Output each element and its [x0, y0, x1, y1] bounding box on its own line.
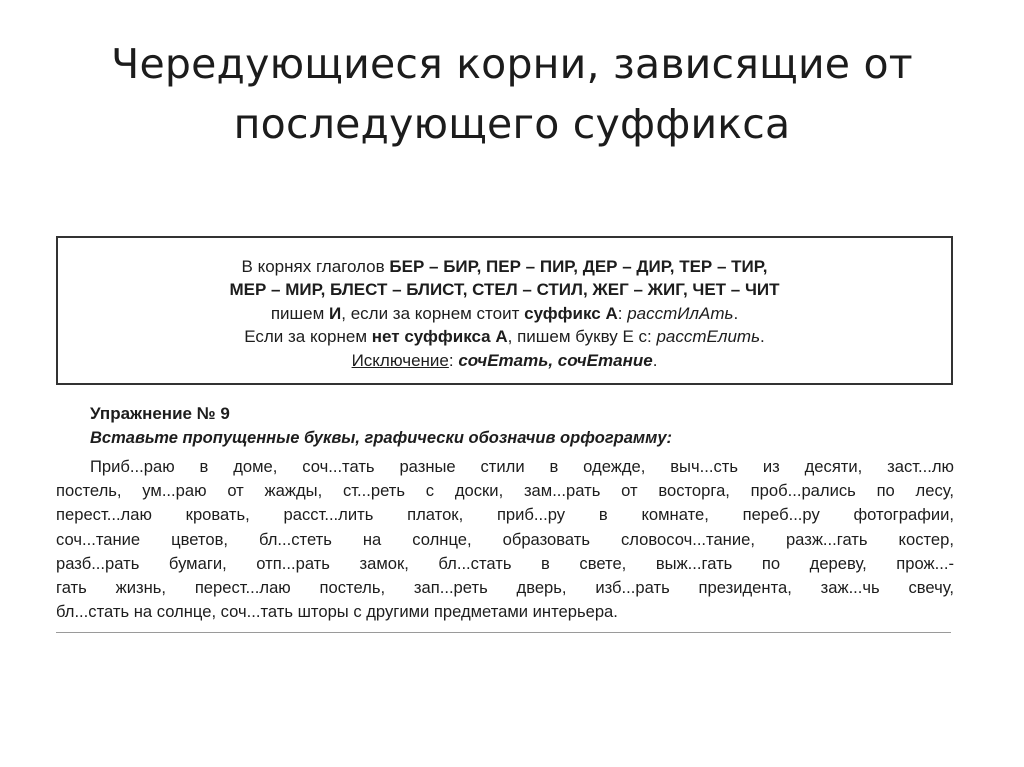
rule-box [56, 236, 953, 385]
rule-text: . [760, 327, 765, 347]
exercise-task: Вставьте пропущенные буквы, графически обозначив орфограмму: [90, 429, 673, 447]
rule-letter: И [329, 303, 342, 323]
slide-title-line-1: Чередующиеся корни, зависящие от [111, 40, 913, 88]
exercise-line: Приб...раю в доме, соч...тать разные стили в одежде, выч...сть из десяти, заст...лю [90, 457, 954, 476]
bottom-divider [56, 632, 951, 633]
rule-example: расстЕлить [656, 327, 761, 347]
rule-text: , если за корнем стоит [341, 303, 525, 323]
rule-line-5 [58, 349, 951, 372]
rule-text: : [617, 303, 628, 323]
rule-exception-words: сочЕтать, сочЕтание [458, 350, 653, 370]
rule-line-2 [58, 278, 951, 301]
rule-text: Если за корнем [244, 327, 372, 347]
exercise-line: разб...рать бумаги, отп...рать замок, бл...стать в свете, выж...гать по дереву, прож...- [56, 553, 954, 573]
rule-text: . [652, 350, 658, 370]
rule-line-4 [58, 325, 951, 348]
exercise-body [56, 455, 954, 624]
rule-text: пишем [270, 303, 330, 323]
rule-roots: МЕР – МИР, БЛЕСТ – БЛИСТ, СТЕЛ – СТИЛ, ЖЕГ – ЖИГ, ЧЕТ – ЧИТ [229, 280, 780, 300]
rule-roots: БЕР – БИР, ПЕР – ПИР, ДЕР – ДИР, ТЕР – ТИР, [389, 257, 768, 276]
rule-line-1 [58, 255, 951, 278]
exercise-line: гать жизнь, перест...лаю постель, зап...реть дверь, изб...рать президента, заж...чь свечу, [56, 578, 954, 598]
slide-title-line-2: последующего суффикса [233, 100, 791, 148]
exercise-line: перест...лаю кровать, расст...лить платок, приб...ру в комнате, переб...ру фотографии, [56, 505, 954, 525]
exercise-header [90, 402, 950, 450]
rule-text: : [448, 350, 459, 370]
rule-exception-label: Исключение [351, 350, 449, 370]
exercise-line: бл...стать на солнце, соч...тать шторы с другими предметами интерьера. [56, 602, 618, 622]
rule-text: . [733, 303, 739, 323]
rule-text: , пишем букву Е с: [507, 327, 657, 347]
exercise-line: постель, ум...раю от жажды, ст...реть с доски, зам...рать от восторга, проб...рались по лесу, [56, 481, 954, 501]
rule-line-3 [58, 302, 951, 325]
exercise-title: Упражнение № 9 [90, 404, 230, 423]
rule-suffix: суффикс А [524, 303, 618, 323]
rule-example: расстИлАть [627, 303, 734, 323]
slide-title [40, 34, 984, 154]
exercise-line: соч...тание цветов, бл...стеть на солнце, образовать словосоч...тание, разж...гать костер, [56, 529, 954, 549]
rule-no-suffix: нет суффикса А [371, 327, 508, 347]
rule-text: В корнях глаголов [241, 257, 390, 276]
